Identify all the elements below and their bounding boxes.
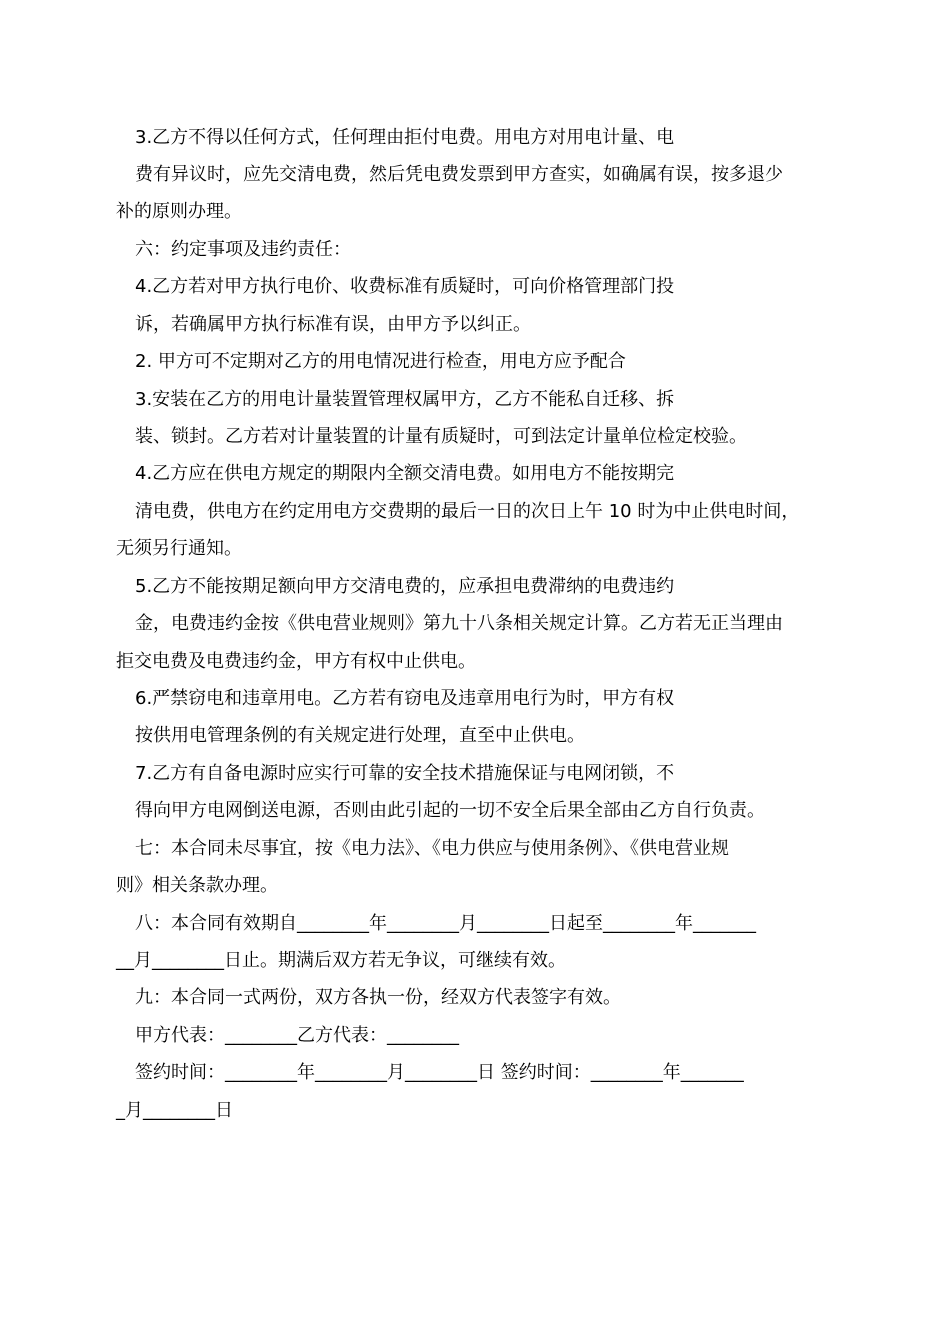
signature-line: 甲方代表：________乙方代表：________ bbox=[135, 1025, 459, 1046]
section-heading: 八：本合同有效期自________年________月________日起至________年_______ bbox=[135, 913, 756, 934]
text-line: __月________日止。期满后双方若无争议，可继续有效。 bbox=[116, 950, 566, 971]
text-line: 按供用电管理条例的有关规定进行处理，直至中止供电。 bbox=[135, 725, 585, 746]
text-line: 5.乙方不能按期足额向甲方交清电费的，应承担电费滞纳的电费违约 bbox=[135, 576, 675, 597]
text-line: 补的原则办理。 bbox=[116, 201, 242, 222]
section-heading: 六：约定事项及违约责任： bbox=[135, 239, 351, 260]
text-line: 则》相关条款办理。 bbox=[116, 875, 278, 896]
text-line: 装、锁封。乙方若对计量装置的计量有质疑时，可到法定计量单位检定校验。 bbox=[135, 426, 747, 447]
text-line: 费有异议时，应先交清电费，然后凭电费发票到甲方查实，如确属有误，按多退少 bbox=[135, 164, 783, 185]
signature-date-line: 签约时间：________年________月________日 签约时间：________年_______ bbox=[135, 1062, 744, 1083]
text-line: 3.安装在乙方的用电计量装置管理权属甲方，乙方不能私自迁移、拆 bbox=[135, 389, 675, 410]
text-line: 无须另行通知。 bbox=[116, 538, 242, 559]
section-heading: 七：本合同未尽事宜，按《电力法》、《电力供应与使用条例》、《供电营业规 bbox=[135, 838, 729, 859]
text-line: 3.乙方不得以任何方式，任何理由拒付电费。用电方对用电计量、电 bbox=[135, 127, 675, 148]
text-line: 清电费，供电方在约定用电方交费期的最后一日的次日上午 10 时为中止供电时间， bbox=[135, 501, 800, 522]
text-line: 4.乙方应在供电方规定的期限内全额交清电费。如用电方不能按期完 bbox=[135, 463, 675, 484]
text-line: 4.乙方若对甲方执行电价、收费标准有质疑时，可向价格管理部门投 bbox=[135, 276, 675, 297]
text-line: 2. 甲方可不定期对乙方的用电情况进行检查，用电方应予配合 bbox=[135, 351, 626, 372]
text-line: 6.严禁窃电和违章用电。乙方若有窃电及违章用电行为时，甲方有权 bbox=[135, 688, 675, 709]
text-line: 拒交电费及电费违约金，甲方有权中止供电。 bbox=[116, 651, 476, 672]
text-line: 得向甲方电网倒送电源，否则由此引起的一切不安全后果全部由乙方自行负责。 bbox=[135, 800, 765, 821]
signature-date-line: _月________日 bbox=[116, 1100, 233, 1121]
section-heading: 九：本合同一式两份，双方各执一份，经双方代表签字有效。 bbox=[135, 987, 621, 1008]
text-line: 7.乙方有自备电源时应实行可靠的安全技术措施保证与电网闭锁，不 bbox=[135, 763, 675, 784]
text-line: 诉，若确属甲方执行标准有误，由甲方予以纠正。 bbox=[135, 314, 531, 335]
text-line: 金，电费违约金按《供电营业规则》第九十八条相关规定计算。乙方若无正当理由 bbox=[135, 613, 783, 634]
